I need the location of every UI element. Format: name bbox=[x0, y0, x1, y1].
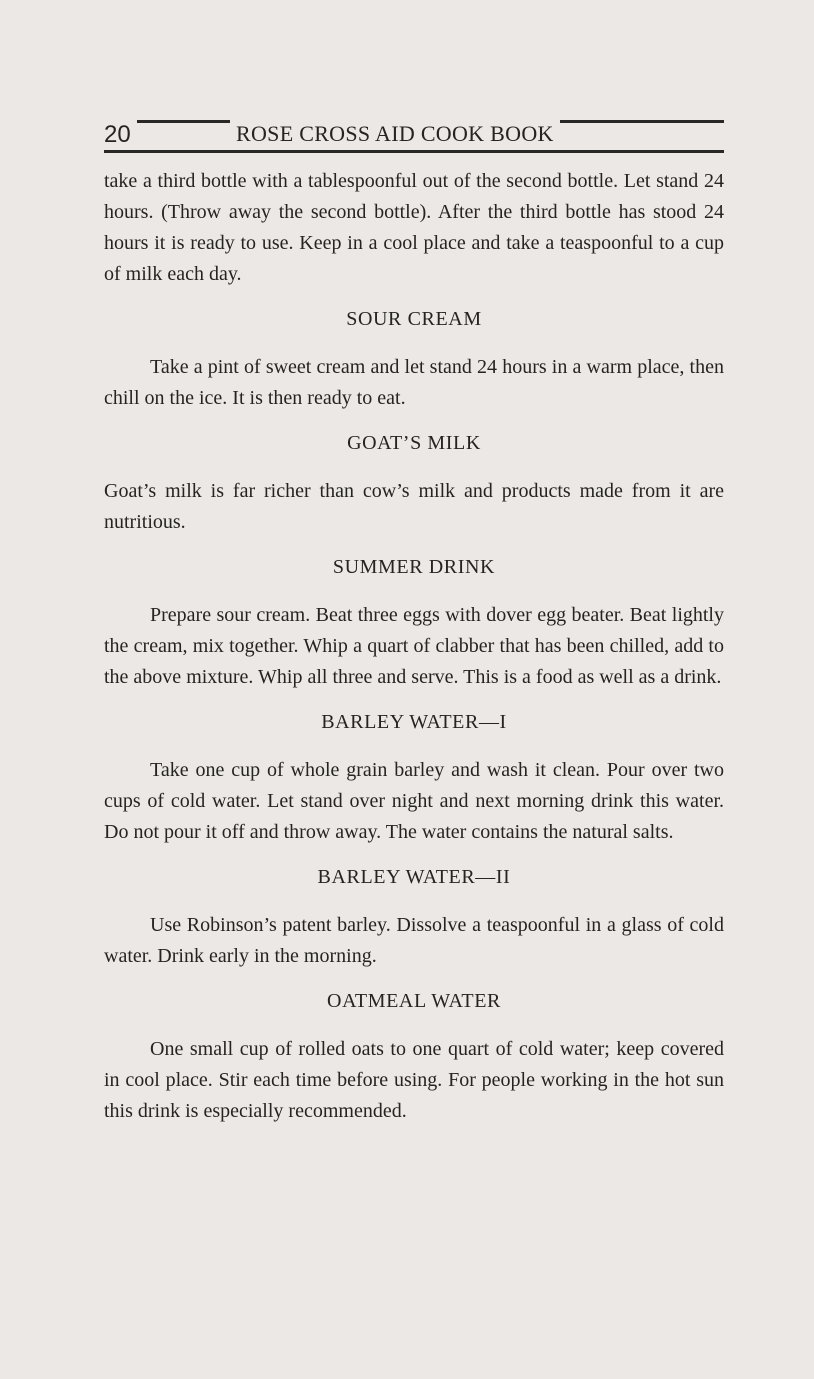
section-heading-sour-cream: SOUR CREAM bbox=[346, 308, 482, 330]
running-title: ROSE CROSS AID COOK BOOK bbox=[230, 120, 560, 148]
section-heading-summer-drink: SUMMER DRINK bbox=[332, 556, 496, 578]
page-number: 20 bbox=[104, 120, 137, 150]
section-heading-barley-water-1: BARLEY WATER—I bbox=[321, 711, 507, 733]
section-heading-goats-milk: GOAT’S MILK bbox=[347, 432, 481, 454]
section-body-summer-drink: Prepare sour cream. Beat three eggs with dover egg beater. Beat lightly the cream, mix together. Whip a quart of clabber that has been chilled, add to the above mixture. Whip all three and serve. This is a food as well as a drink. bbox=[104, 604, 724, 688]
header-bottom-rule bbox=[104, 150, 724, 153]
section-body-barley-water-1: Take one cup of whole grain barley and wash it clean. Pour over two cups of cold water. Let stand over night and next morning drink this water. Do not pour it off and throw away. The water contains the natural salts. bbox=[104, 759, 724, 843]
page-content bbox=[104, 166, 724, 1127]
section-heading-oatmeal-water: OATMEAL WATER bbox=[327, 990, 501, 1012]
section-body-sour-cream: Take a pint of sweet cream and let stand 24 hours in a warm place, then chill on the ice. It is then ready to eat. bbox=[104, 356, 724, 409]
section-body-goats-milk: Goat’s milk is far richer than cow’s milk and products made from it are nutritious. bbox=[104, 480, 724, 533]
section-body-barley-water-2: Use Robinson’s patent barley. Dissolve a teaspoonful in a glass of cold water. Drink early in the morning. bbox=[104, 914, 724, 967]
continuation-paragraph: take a third bottle with a tablespoonful out of the second bottle. Let stand 24 hours. (Throw away the second bottle). After the third bottle has stood 24 hours it is ready to use. Keep in a cool place and take a teaspoonful to a cup of milk each day. bbox=[104, 170, 724, 285]
section-body-oatmeal-water: One small cup of rolled oats to one quart of cold water; keep covered in cool place. Stir each time before using. For people working in the hot sun this drink is especially recommended. bbox=[104, 1038, 724, 1122]
section-heading-barley-water-2: BARLEY WATER—II bbox=[317, 866, 511, 888]
page-header bbox=[104, 116, 724, 156]
